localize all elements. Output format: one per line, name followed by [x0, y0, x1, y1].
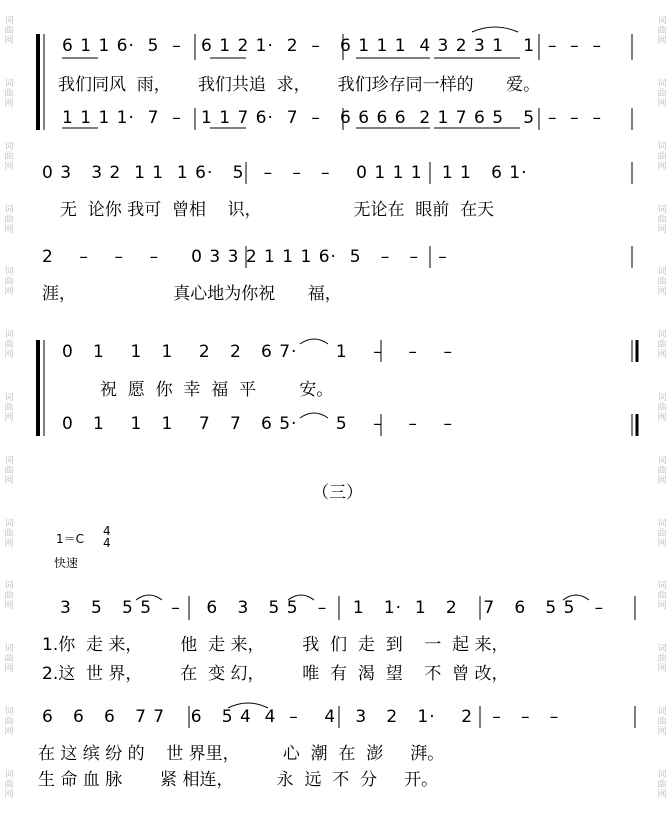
watermark-text: 词曲网 [4, 267, 14, 298]
watermark-text: 词曲网 [657, 581, 667, 612]
watermark-text: 词曲网 [657, 330, 667, 361]
watermark-text: 词曲网 [4, 581, 14, 612]
watermark-text: 词曲网 [657, 644, 667, 675]
watermark-text: 词曲网 [4, 769, 14, 800]
watermark-text: 词曲网 [657, 769, 667, 800]
row3-lyrics: 涯， 真心地为你祝 福， [42, 284, 342, 304]
row4-lyrics: 祝 愿 你 幸 福 平 安。 [100, 380, 334, 400]
watermark-text: 词曲网 [4, 392, 14, 423]
s3-row2-notes: 6 6 6 7 7 6 5 4 4 – 4 3 2 1· 2 – – – [42, 707, 560, 727]
watermark-text: 词曲网 [657, 79, 667, 110]
watermark-text: 词曲网 [4, 204, 14, 235]
row2-lyrics: 无 论你 我可 曾相 识， 无论在 眼前 在天 [60, 200, 495, 220]
watermark-text: 词曲网 [4, 141, 14, 172]
s3-row1-lyrics-v2: 2.这 世 界， 在 变 幻， 唯 有 渴 望 不 曾 改， [42, 664, 509, 684]
watermark-text: 词曲网 [657, 204, 667, 235]
time-signature-bottom: 4 [103, 536, 111, 550]
time-signature-top: 4 [103, 524, 111, 538]
watermark-text: 词曲网 [657, 706, 667, 737]
watermark-text: 词曲网 [4, 330, 14, 361]
watermark-text: 词曲网 [657, 141, 667, 172]
row5-notes: 0 1 1 1 7 7 6 5· 5 – – – [62, 414, 453, 434]
watermark-text: 词曲网 [657, 455, 667, 486]
tempo-marking: 快速 [54, 556, 79, 570]
watermark-text: 词曲网 [657, 518, 667, 549]
section-title: （三） [312, 483, 363, 503]
s3-row2-lyrics-v2: 生 命 血 脉 紧 相连， 永 远 不 分 开。 [38, 770, 439, 790]
watermark-text: 词曲网 [4, 644, 14, 675]
watermark-text: 词曲网 [657, 267, 667, 298]
s3-row1-notes: 3 5 5 5 – 6 3 5 5 – 1 1· 1 2 7 6 5 5 – [60, 598, 605, 618]
lyrics-row1: 我们同风 雨， 我们共追 求， 我们珍存同一样的 爱。 [58, 75, 541, 95]
row3-notes: 2 – – – 0 3 3 2 1 1 1 6· 5 – – – [42, 247, 448, 267]
watermark-text: 词曲网 [4, 16, 14, 47]
s3-row1-lyrics-v1: 1.你 走 来， 他 走 来， 我 们 走 到 一 起 来， [42, 635, 509, 655]
watermark-text: 词曲网 [657, 16, 667, 47]
watermark-text: 词曲网 [4, 518, 14, 549]
s3-row2-lyrics-v1: 在 这 缤 纷 的 世 界里， 心 潮 在 澎 湃。 [38, 744, 445, 764]
watermark-text: 词曲网 [4, 79, 14, 110]
watermark-text: 词曲网 [657, 392, 667, 423]
row4-notes: 0 1 1 1 2 2 6 7· 1 – – – [62, 342, 453, 362]
row2-notes: 0 3 3 2 1 1 1 6· 5 – – – 0 1 1 1 1 1 6 1· [42, 163, 528, 183]
watermark-text: 词曲网 [4, 706, 14, 737]
voice1-row1-notes: 6 1 1 6· 5 – 6 1 2 1· 2 – 6 1 1 1 4 3 2 3 1 1 – – – [62, 36, 602, 56]
watermark-text: 词曲网 [4, 455, 14, 486]
voice2-row1-notes: 1 1 1 1· 7 – 1 1 7 6· 7 – 6 6 6 6 2 1 7 6 5 5 – – – [62, 108, 602, 128]
key-signature: 1＝C [56, 532, 85, 546]
